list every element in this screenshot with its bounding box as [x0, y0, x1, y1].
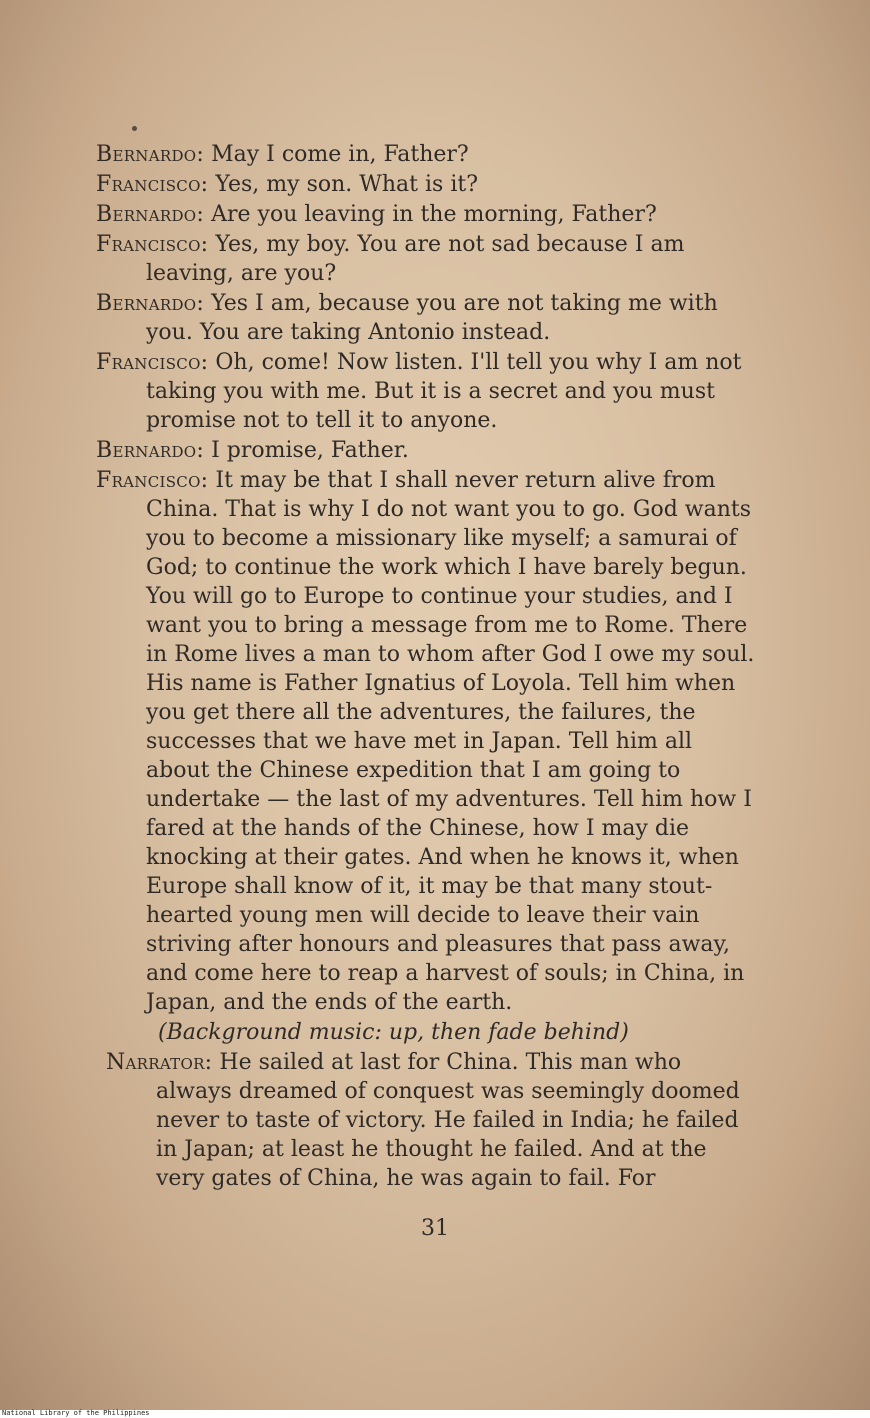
- speaker-name: Francisco:: [96, 350, 209, 375]
- speaker-name: Francisco:: [96, 172, 209, 197]
- speaker-name: Francisco:: [96, 468, 209, 493]
- dialogue-line: I promise, Father.: [211, 438, 409, 463]
- speaker-name: Bernardo:: [96, 291, 205, 316]
- footer-credit: National Library of the Philippines: [2, 1409, 150, 1417]
- dialogue-line: It may be that I shall never return alive from China. That is why I do not want you to go. God wants you to become a missionary like myself; a samurai of God; to continue the work which I have barely begun. You will go to Europe to continue your studies, and I want you to bring a message from me to Rome. There in Rome lives a man to whom after God I owe my soul. His name is Father Ignatius of Loyola. Tell him when you get there all the adventures, the failures, the successes that we have met in Japan. Tell him all about the Chinese expedition that I am going to undertake — the last of my adventures. Tell him how I fared at the hands of the Chinese, how I may die knocking at their gates. And when he knows it, when Europe shall know of it, it may be that many stout-hearted young men will decide to leave their vain striving after honours and pleasures that pass away, and come here to reap a harvest of souls; in China, in Japan, and the ends of the earth.: [146, 468, 755, 1015]
- narrator-entry: [106, 1048, 756, 1193]
- dialogue-line: Oh, come! Now listen. I'll tell you why I am not taking you with me. But it is a secret and you must promise not to tell it to anyone.: [146, 350, 742, 433]
- dialogue-entry: [96, 170, 756, 199]
- dialogue-entry: [96, 466, 756, 1017]
- speaker-name: Francisco:: [96, 232, 209, 257]
- dialogue-entry: [96, 200, 756, 229]
- dialogue-entry: [96, 230, 756, 288]
- dialogue-line: Yes, my boy. You are not sad because I am leaving, are you?: [146, 232, 685, 286]
- narration-text: He sailed at last for China. This man who always dreamed of conquest was seemingly doomed never to taste of victory. He failed in India; he failed in Japan; at least he thought he failed. And at the very gates of China, he was again to fail. For: [156, 1050, 740, 1191]
- dialogue-line: Yes I am, because you are not taking me with you. You are taking Antonio instead.: [146, 291, 718, 345]
- stage-direction: (Background music: up, then fade behind): [158, 1020, 629, 1045]
- ink-speck: [132, 126, 137, 131]
- dialogue-text: [96, 140, 756, 1194]
- speaker-name: Bernardo:: [96, 142, 205, 167]
- speaker-name: Bernardo:: [96, 202, 205, 227]
- dialogue-entry: [96, 348, 756, 435]
- dialogue-entry: [96, 140, 756, 169]
- speaker-name: Bernardo:: [96, 438, 205, 463]
- page-number: 31: [421, 1216, 449, 1241]
- speaker-name: Narrator:: [106, 1050, 213, 1075]
- dialogue-line: Are you leaving in the morning, Father?: [211, 202, 657, 227]
- dialogue-entry: [96, 436, 756, 465]
- stage-direction-entry: [96, 1018, 756, 1047]
- dialogue-entry: [96, 289, 756, 347]
- dialogue-line: Yes, my son. What is it?: [215, 172, 478, 197]
- dialogue-line: May I come in, Father?: [211, 142, 469, 167]
- footer-bar: [0, 1410, 870, 1418]
